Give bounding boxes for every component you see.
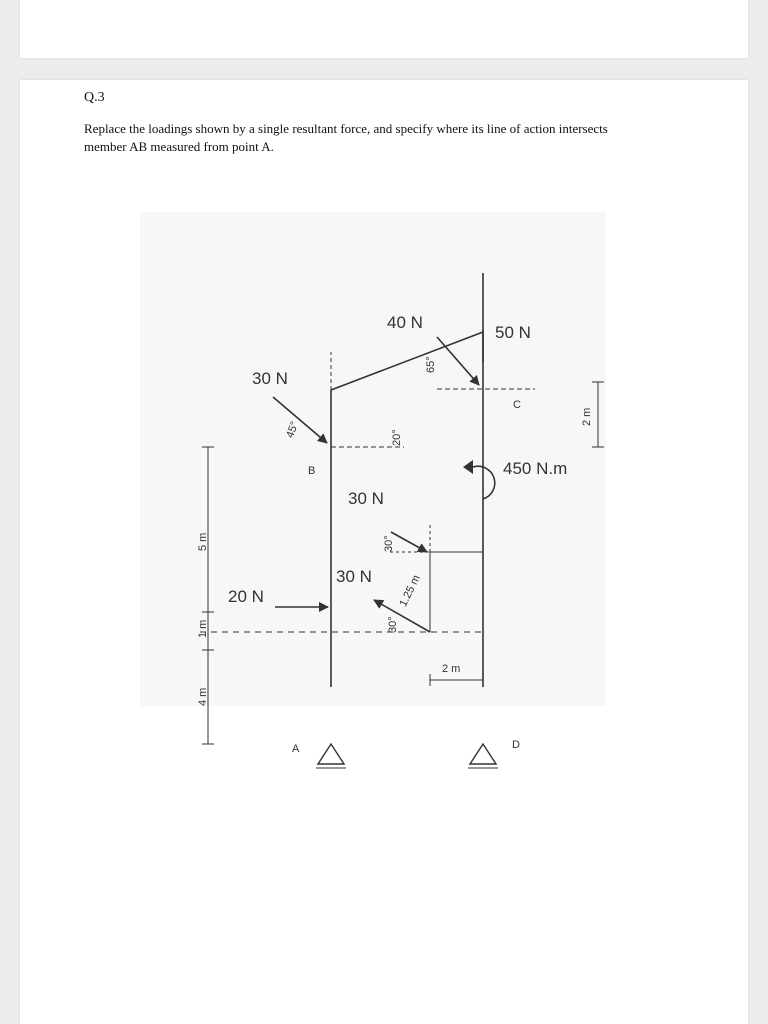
question-number: Q.3 xyxy=(84,90,105,105)
label-point-d: D xyxy=(512,739,520,751)
label-30n-top: 30 N xyxy=(252,369,288,388)
label-30n-mid: 30 N xyxy=(348,489,384,508)
diagram-labels xyxy=(140,212,606,755)
label-angle-20: 20° xyxy=(391,429,403,446)
label-angle-30-upper: 30° xyxy=(383,535,395,552)
label-40n: 40 N xyxy=(387,313,423,332)
label-moment: 450 N.m xyxy=(503,459,568,478)
label-angle-45: 45° xyxy=(284,419,302,440)
label-angle-30-lower: 30° xyxy=(387,616,399,633)
structure-figure xyxy=(140,212,606,755)
previous-page xyxy=(20,0,748,58)
label-30n-low: 30 N xyxy=(336,567,372,586)
question-text: Replace the loadings shown by a single resultant force, and specify where its line of action intersects member AB measured from point A. xyxy=(84,121,608,154)
label-50n: 50 N xyxy=(495,323,531,342)
label-dim-1m: 1 m xyxy=(197,619,209,638)
label-dim-5m: 5 m xyxy=(197,532,209,551)
label-dim-2m-right: 2 m xyxy=(581,407,593,426)
label-point-c: C xyxy=(513,399,521,411)
label-point-b: B xyxy=(308,465,316,477)
label-point-a: A xyxy=(292,743,300,755)
label-dim-1-25m: 1.25 m xyxy=(397,573,423,609)
label-dim-4m: 4 m xyxy=(197,687,209,706)
label-20n: 20 N xyxy=(228,587,264,606)
label-angle-65: 65° xyxy=(425,356,437,373)
label-dim-2m-bottom: 2 m xyxy=(442,663,461,675)
